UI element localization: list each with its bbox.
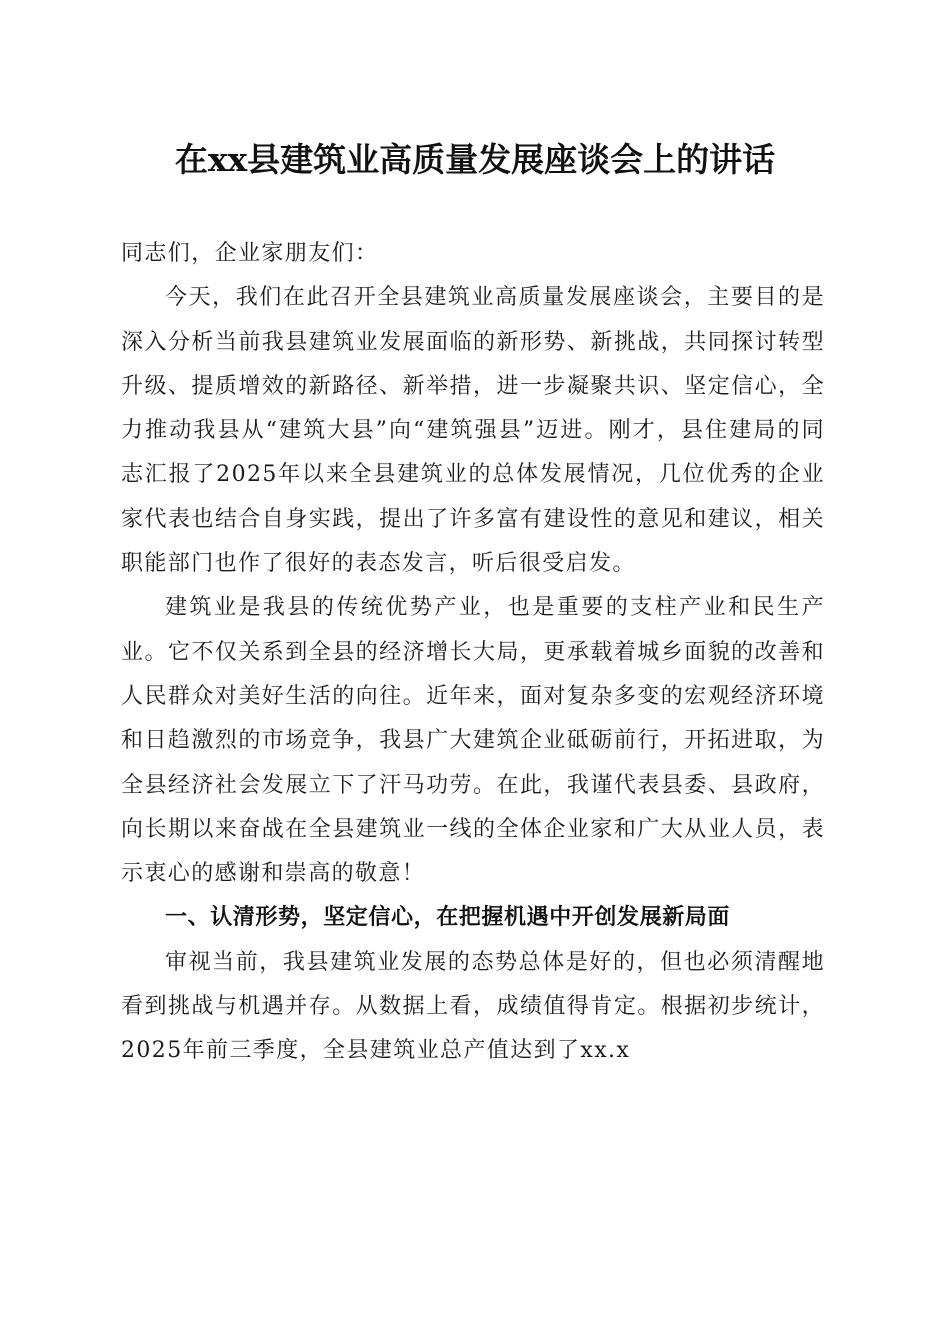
paragraph-opening: 今天，我们在此召开全县建筑业高质量发展座谈会，主要目的是深入分析当前我县建筑业发展面临的新形势、新挑战，共同探讨转型升级、提质增效的新路径、新举措，进一步凝聚共识、坚定信心，全力推动我县从“建筑大县”向“建筑强县”迈进。刚才，县住建局的同志汇报了2025年以来全县建筑业的总体发展情况，几位优秀的企业家代表也结合自身实践，提出了许多富有建设性的意见和建议，相关职能部门也作了很好的表态发言，听后很受启发。 xyxy=(121,285,825,577)
salutation: 同志们，企业家朋友们： xyxy=(121,241,379,266)
paragraph-section-one: 审视当前，我县建筑业发展的态势总体是好的，但也必须清醒地看到挑战与机遇并存。从数据上看，成绩值得肯定。根据初步统计，2025年前三季度，全县建筑业总产值达到了xx.x xyxy=(121,949,825,1064)
page-title: 在xx县建筑业高质量发展座谈会上的讲话 xyxy=(174,140,776,179)
document-body xyxy=(121,232,825,1074)
paragraph-industry-role: 建筑业是我县的传统优势产业，也是重要的支柱产业和民生产业。它不仅关系到全县的经济增长大局，更承载着城乡面貌的改善和人民群众对美好生活的向往。近年来，面对复杂多变的宏观经济环境和日趋激烈的市场竞争，我县广大建筑企业砥砺前行，开拓进取，为全县经济社会发展立下了汗马功劳。在此，我谨代表县委、县政府，向长期以来奋战在全县建筑业一线的全体企业家和广大从业人员，表示衷心的感谢和崇高的敬意！ xyxy=(121,595,825,887)
section-heading: 一、认清形势，坚定信心，在把握机遇中开创发展新局面 xyxy=(165,905,731,931)
